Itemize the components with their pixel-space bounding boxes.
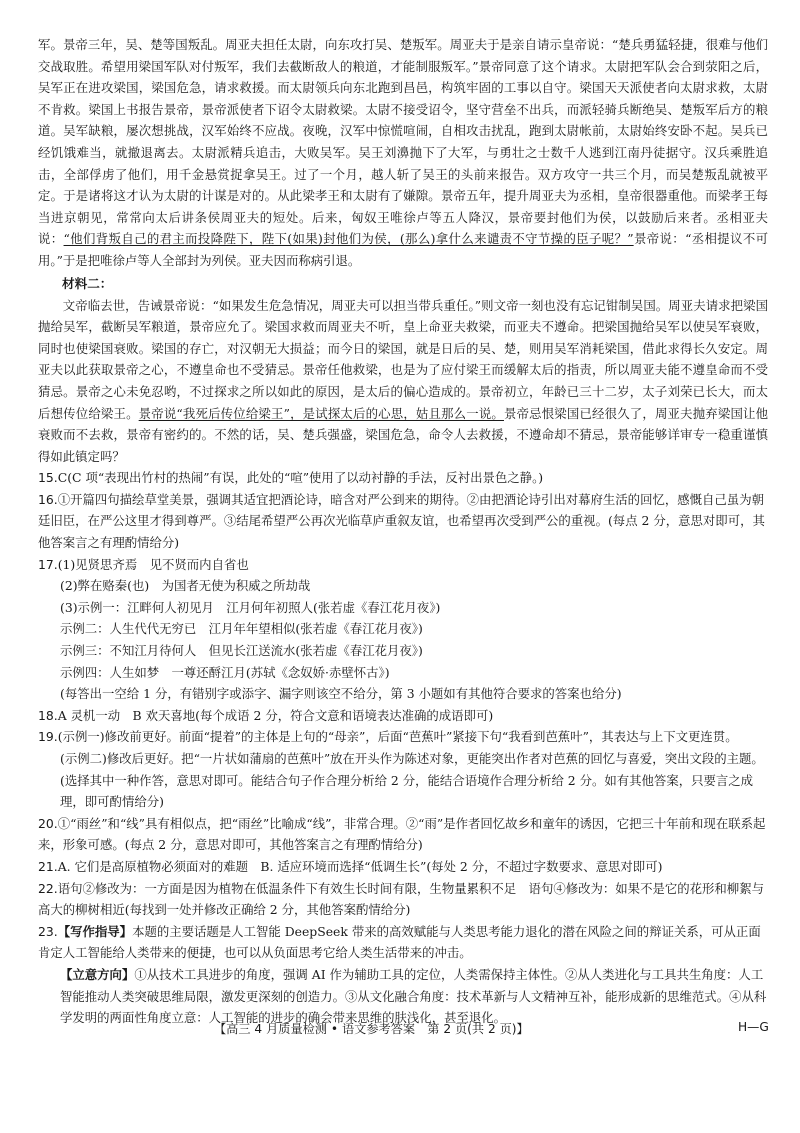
answer-19-example-1: (示例一)修改前更好。前面“提着”的主体是上句的“母亲”，后面“芭蕉叶”紧接下句“我看到芭蕉叶”，其表达与上下文更连贯。 <box>57 729 738 745</box>
material-one-paragraph <box>38 34 768 272</box>
answer-17-item-2: (2)弊在赂秦(也) 为国者无使为积威之所劫哉 <box>60 578 311 594</box>
answer-20-text: ①“雨丝”和“线”具有相似点，把“雨丝”比喻成“线”，非常合理。②“雨”是作者回忆故乡和童年的诱因，它把三十年前和现在联系起来，形象可感。(每点 2 分，意思对即可，其他答案言之有理酌情给分) <box>38 815 766 853</box>
writing-guide-label: 【写作指导】 <box>57 923 133 939</box>
answer-16 <box>38 489 768 554</box>
answer-17-note: (每答出一空给 1 分，有错别字或添字、漏字则该空不给分，第 3 小题如有其他符合要求的答案也给分) <box>60 686 622 702</box>
answer-19-example-2: (示例二)修改后更好。把“一片状如蒲扇的芭蕉叶”放在开头作为陈述对象，更能突出作者对芭蕉的回忆与喜爱，突出文段的主题。(选择其中一种作答，意思对即可。能结合句子作合理分析给 2 分，能结合语境作合理分析给 2 分。如有其他答案，只要言之成理，即可酌情给分) <box>60 751 764 810</box>
material-one-text-end: 景帝说：“丞相提议不可用。”于是把唯徐卢等人全部封为列侯。亚夫因而称病引退。 <box>38 231 768 268</box>
material-two-underlined: 景帝说“我死后传位给梁王”，是试探太后的心思，姑且那么一说。 <box>138 405 504 421</box>
answer-17-item-3: (3)示例一：江畔何人初见月 江月何年初照人(张若虚《春江花月夜》) <box>60 599 441 615</box>
idea-direction-text: ①从技术工具进步的角度，强调 AI 作为辅助工具的定位，人类需保持主体性。②从人类进化与工具共生角度：人工智能推动人类突破思维局限，激发更深刻的创造力。③从文化融合角度：技术革新与人文精神互补，能形成新的思维范式。④从科学发明的两面性角度立意：人工智能的进步的确会带来思维的肤浅化，甚至退化。 <box>60 966 767 1026</box>
answer-17-example-4: 示例四：人生如梦 一尊还酹江月(苏轼《念奴娇·赤壁怀古》) <box>60 664 390 680</box>
material-one-underlined: “他们背叛自己的君主而投降陛下，陛下(如果)封他们为侯，(那么)拿什么来谴责不守节操的臣子呢？” <box>63 231 634 247</box>
material-two-heading: 材料二： <box>62 275 113 291</box>
material-two-text-end: 景帝忌恨梁国已经很久了，周亚夫抛弃梁国让他衰败而不去救，景帝有密约的。不然的话，吴、楚兵强盛，梁国危急，命令人去救援，不遵命却不猜忌，景帝能够详审专一稳重谨慎得如此镇定吗？ <box>38 405 769 464</box>
answer-page <box>38 34 768 1029</box>
answer-20 <box>38 813 768 856</box>
answer-15-text: C(C 项“表现出竹村的热闹”有误，此处的“喧”使用了以动衬静的手法，反衬出景色之静。) <box>57 470 544 486</box>
material-two-paragraph <box>38 295 768 468</box>
answer-17-example-3: 示例三：不知江月待何人 但见长江送流水(张若虚《春江花月夜》) <box>60 643 423 659</box>
answer-21-text: A. 它们是高原植物必须面对的难题 B. 适应环境而选择“低调生长”(每处 2 分，不超过字数要求、意思对即可) <box>57 858 663 874</box>
material-two-text: 文帝临去世，告诫景帝说：“如果发生危急情况，周亚夫可以担当带兵重任。”则文帝一刻也没有忘记钳制吴国。周亚夫请求把梁国抛给吴军，截断吴军粮道，景帝应允了。梁国求救而周亚夫不听，皇上命亚夫救梁，而亚夫不遵命。把梁国抛给吴军以使吴军衰败，同时也使梁国衰败。梁国的存亡，对汉朝无大损益；而今日的梁国，就是日后的吴、楚，则用吴军消耗梁国，借此求得长久安定。周亚夫以此获取景帝之心，不遵皇命也不受猜忌。景帝任他救梁，也是为了应付梁王而缓解太后的指责，所以周亚夫能不遵皇命而不受猜忌。景帝之心未免忍哟，不过探求之所以如此的原因，是太后的偏心造成的。景帝初立，年龄已三十二岁，太子刘荣已长大，而太后想传位给梁王。 <box>38 297 768 421</box>
answer-15 <box>38 467 768 489</box>
answer-21 <box>38 856 768 878</box>
answer-20-number: 20. <box>38 815 58 831</box>
answer-17-example-2: 示例二：人生代代无穷已 江月年年望相似(张若虚《春江花月夜》) <box>60 621 423 637</box>
answer-17 <box>38 554 768 576</box>
answer-16-text: ①开篇四句描绘草堂美景，强调其适宜把酒论诗，暗含对严公到来的期待。②由把酒论诗引出对幕府生活的回忆，感慨自己虽为朝廷旧臣，在严公这里才得到尊严。③结尾希望严公再次光临草庐重叙友谊，也希望再次受到严公的重视。(每点 2 分，意思对即可，其他答案言之有理酌情给分) <box>38 491 765 551</box>
answer-18-text: A 灵机一动 B 欢天喜地(每个成语 2 分，符合文意和语境表达准确的成语即可) <box>57 707 494 723</box>
answer-21-number: 21. <box>38 858 58 874</box>
answer-23-number: 23. <box>38 923 58 939</box>
answer-19-number: 19. <box>38 729 58 745</box>
answer-22 <box>38 878 768 921</box>
answer-22-text: 语句②修改为：一方面是因为植物在低温条件下有效生长时间有限，生物量累积不足 语句④修改为：如果不是它的花形和柳絮与高大的柳树相近(每找到一处并修改正确给 2 分，其他答案酌情给分) <box>38 880 764 918</box>
page-footer <box>0 1016 800 1038</box>
idea-direction-label: 【立意方向】 <box>60 966 135 982</box>
footer-title: 【高三 4 月质量检测 • 语文参考答案 第 2 页(共 2 页)】 <box>214 1022 529 1036</box>
answer-16-number: 16. <box>38 491 58 507</box>
answer-19 <box>38 726 768 748</box>
answer-22-number: 22. <box>38 880 58 896</box>
footer-code: H—G <box>738 1020 769 1034</box>
answer-18-number: 18. <box>38 707 58 723</box>
writing-guide-text: 本题的主要话题是人工智能 DeepSeek 带来的高效赋能与人类思考能力退化的潜在风险之间的辩证关系，可从正面肯定人工智能给人类带来的便捷，也可以从负面思考它给人类生活带来的冲击。 <box>38 923 761 961</box>
material-one-text: 军。景帝三年，吴、楚等国叛乱。周亚夫担任太尉，向东攻打吴、楚叛军。周亚夫于是亲自请示皇帝说：“楚兵勇猛轻捷，很难与他们交战取胜。希望用梁国军队对付叛军，我们去截断敌人的粮道，才能制服叛军。”景帝同意了这个请求。太尉把军队会合到荥阳之后，吴军正在进攻梁国，梁国危急，请求救援。而太尉领兵向东北跑到昌邑，构筑牢固的工事以自守。梁国天天派使者向太尉求救，太尉不肯救。梁国上书报告景帝，景帝派使者下诏令太尉救梁。太尉不接受诏令，坚守营垒不出兵，而派轻骑兵断绝吴、楚叛军后方的粮道。吴军缺粮，屡次想挑战，汉军始终不应战。夜晚，汉军中惊慌喧闹，自相攻击扰乱，跑到太尉帐前，太尉始终安卧不起。吴兵已经饥饿难当，就撤退离去。太尉派精兵追击，大败吴军。吴王刘濞抛下了大军，与勇壮之士数千人逃到江南丹徒据守。汉兵乘胜追击，全部俘虏了他们，用千金悬赏捉拿吴王。过了一个月，越人斩了吴王的头前来报告。双方攻守一共三个月，而吴楚叛乱就被平定。于是诸将这才认为太尉的计谋是对的。从此梁孝王和太尉有了嫌隙。景帝五年，提升周亚夫为丞相，皇帝很器重他。而梁孝王每当进京朝见，常常向太后讲条侯周亚夫的短处。后来，匈奴王唯徐卢等五人降汉，景帝要封他们为侯，以鼓励后来者。丞相亚夫说： <box>38 37 768 247</box>
answer-18 <box>38 705 768 727</box>
answer-23 <box>38 921 768 964</box>
answer-17-number: 17. <box>38 556 58 572</box>
answer-17-item-1: (1)见贤思齐焉 见不贤而内自省也 <box>57 556 249 572</box>
answer-15-number: 15. <box>38 470 58 486</box>
